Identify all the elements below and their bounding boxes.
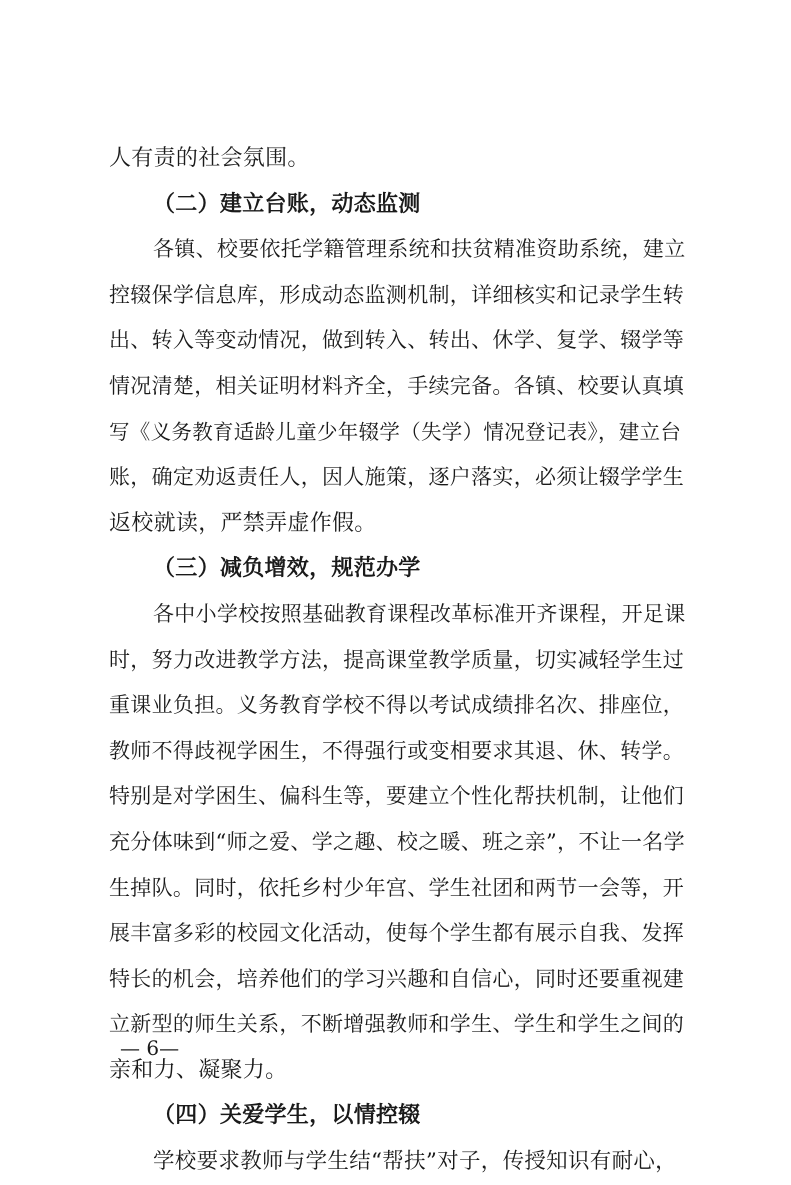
paragraph-line: 学校要求教师与学生结“帮扶”对子，传授知识有耐心， <box>153 1149 677 1175</box>
paragraph-line: 各镇、校要依托学籍管理系统和扶贫精准资助系统，建立 <box>153 237 686 262</box>
paragraph-line: 时，努力改进教学方法，提高课堂教学质量，切实减轻学生过 <box>109 647 685 672</box>
paragraph-line: 控辍保学信息库，形成动态监测机制，详细核实和记录学生转 <box>109 282 685 307</box>
section-heading: （三）减负增效，规范办学 <box>153 556 421 582</box>
paragraph-line: 生掉队。同时，依托乡村少年宫、学生社团和两节一会等，开 <box>109 875 685 900</box>
paragraph-line: 充分体味到“师之爱、学之趣、校之暖、班之亲”，不让一名学 <box>109 829 685 854</box>
paragraph-line: 写《义务教育适龄儿童少年辍学（失学）情况登记表》，建立台 <box>109 419 682 444</box>
paragraph-line: 各中小学校按照基础教育课程改革标准开齐课程，开足课 <box>153 601 686 626</box>
paragraph-line: 重课业负担。义务教育学校不得以考试成绩排名次、排座位， <box>109 693 685 718</box>
page-number: — 6— <box>120 1036 180 1060</box>
paragraph-line: 情况清楚，相关证明材料齐全，手续完备。各镇、校要认真填 <box>109 373 685 398</box>
paragraph-line: 返校就读，严禁弄虚作假。 <box>109 510 377 536</box>
document-body <box>109 136 687 1185</box>
paragraph-line: 教师不得歧视学困生，不得强行或变相要求其退、休、转学。 <box>109 738 685 763</box>
paragraph-line: 账，确定劝返责任人，因人施策，逐户落实，必须让辍学学生 <box>109 465 685 490</box>
paragraph-line: 特长的机会，培养他们的学习兴趣和自信心，同时还要重视建 <box>109 966 685 991</box>
paragraph-line: 出、转入等变动情况，做到转入、转出、休学、复学、辍学等 <box>109 328 685 353</box>
paragraph-line: 立新型的师生关系，不断增强教师和学生、学生和学生之间的 <box>109 1012 685 1037</box>
section-heading: （四）关爱学生，以情控辍 <box>153 1103 421 1129</box>
paragraph-line: 特别是对学困生、偏科生等，要建立个性化帮扶机制，让他们 <box>109 784 685 809</box>
section-heading: （二）建立台账，动态监测 <box>153 191 421 217</box>
paragraph-line: 亲和力、凝聚力。 <box>109 1057 288 1083</box>
paragraph-line: 人有责的社会氛围。 <box>109 146 310 171</box>
paragraph-line: 展丰富多彩的校园文化活动，使每个学生都有展示自我、发挥 <box>109 921 685 946</box>
